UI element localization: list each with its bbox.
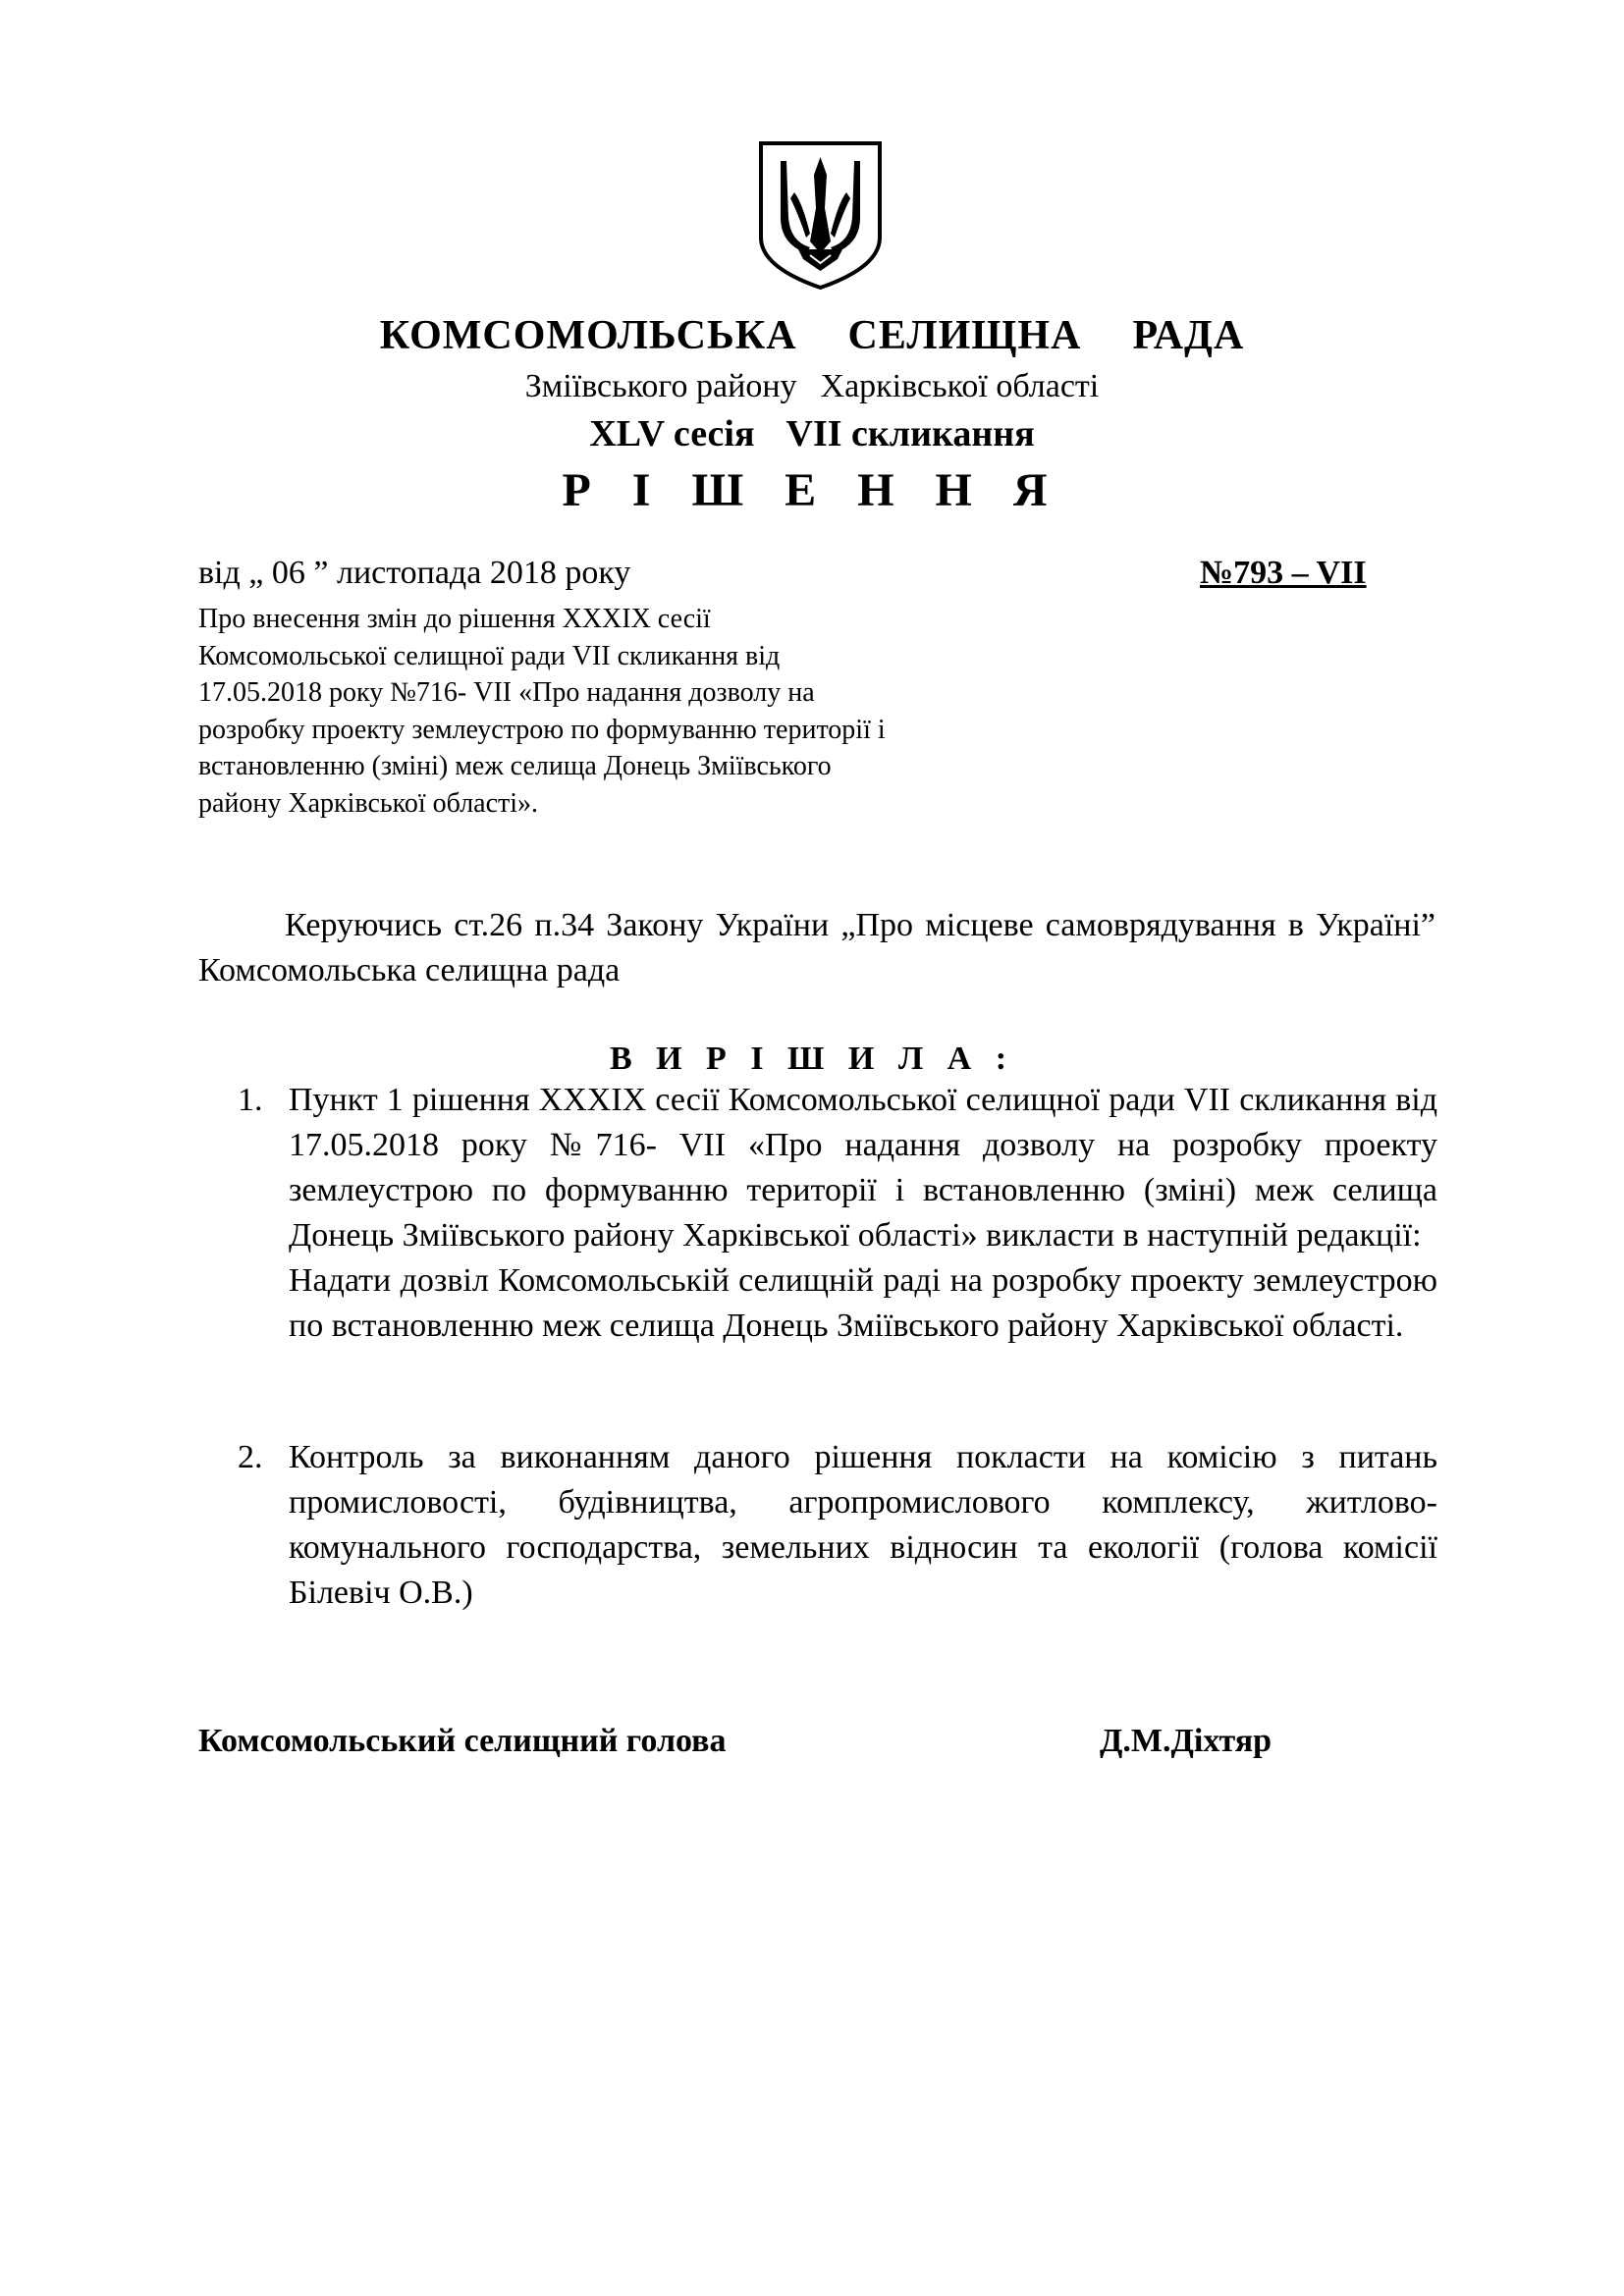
document-title: Р І Ш Е Н Н Я	[562, 464, 1062, 516]
decision-subject: Про внесення змін до рішення XXXIX сесії Комсомольської селищної ради VII скликання від 17.05.2018 року №716- VII «Про надання дозволу на розробку проекту землеустрою по формуванню території і встановленню (зміні) меж селища Донець Зміївського району Харківської області».	[198, 604, 886, 819]
decision-number: №793 – VII	[1200, 555, 1367, 591]
council-word: РАДА	[1132, 313, 1245, 358]
decision-item	[238, 1435, 1437, 1616]
signatory-name: Д.М.Діхтяр	[1100, 1723, 1272, 1759]
council-name	[0, 312, 1624, 359]
tryzub-coat-of-arms-icon	[755, 139, 886, 292]
decision-item	[238, 1078, 1437, 1349]
council-word: КОМСОМОЛЬСЬКА	[379, 313, 797, 358]
item-number: 1.	[238, 1082, 263, 1118]
decision-date: від „ 06 ” листопада 2018 року	[198, 555, 631, 591]
item-number: 2.	[238, 1439, 263, 1475]
item-subtext: Надати дозвіл Комсомольській селищній раді на розробку проекту землеустрою по встановленню меж селища Донець Зміївського району Харківської області.	[289, 1262, 1437, 1344]
decided-heading: В И Р І Ш И Л А :	[609, 1041, 1015, 1077]
signatory-title: Комсомольський селищний голова	[198, 1723, 727, 1759]
session-line	[0, 412, 1624, 455]
district-line	[0, 368, 1624, 405]
district-name: Зміївського району	[524, 368, 797, 404]
session-number: XLV сесія	[589, 413, 755, 454]
preamble-paragraph: Керуючись ст.26 п.34 Закону України „Про місцеве самоврядування в Україні” Комсомольська селищна рада	[198, 907, 1435, 988]
region-name: Харківської області	[820, 368, 1100, 404]
council-word: СЕЛИЩНА	[847, 313, 1082, 358]
item-text: Пункт 1 рішення XXXIX сесії Комсомольської селищної ради VII скликання від 17.05.2018 року №716- VII «Про надання дозволу на розробку проекту землеустрою по формуванню території і встановленню (зміні) меж селища Донець Зміївського району Харківської області» викласти в наступній редакції:	[289, 1082, 1437, 1254]
item-text: Контроль за виконанням даного рішення покласти на комісію з питань промисловості, будівництва, агропромислового комплексу, житлово-комунального господарства, земельних відносин та екології (голова комісії Білевіч О.В.)	[289, 1439, 1437, 1611]
convocation-number: VII скликання	[785, 413, 1035, 454]
